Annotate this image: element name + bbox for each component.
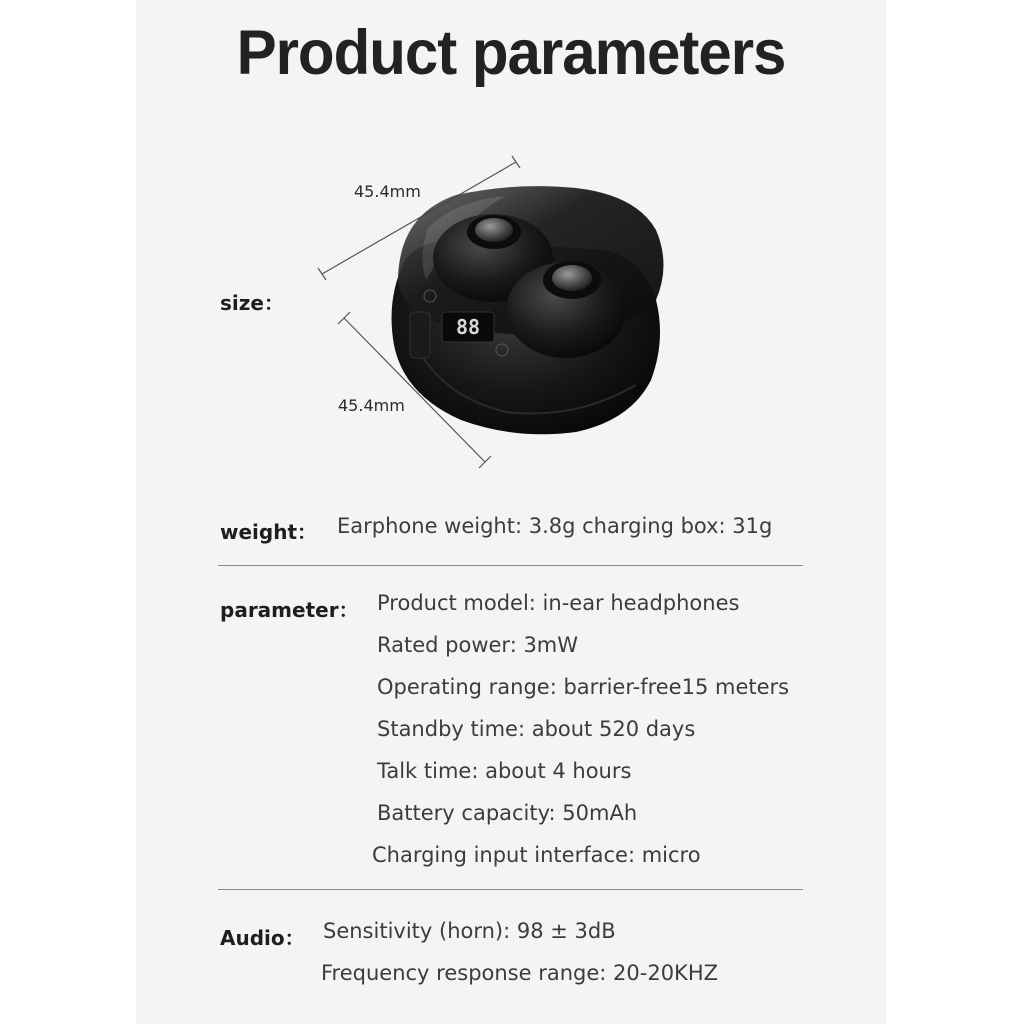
divider-top <box>218 565 803 566</box>
audio-line: Sensitivity (horn): 98 ± 3dB <box>323 919 616 943</box>
page-title: Product parameters <box>236 17 786 88</box>
case-button <box>410 312 430 358</box>
parameter-line: Rated power: 3mW <box>377 633 579 657</box>
parameter-label: parameter： <box>220 598 359 622</box>
product-parameters-page <box>136 0 886 1024</box>
parameter-line: Standby time: about 520 days <box>377 717 696 741</box>
led-battery-display <box>442 312 494 342</box>
size-label: size： <box>220 291 284 315</box>
audio-line: Frequency response range: 20-20KHZ <box>321 961 719 985</box>
parameter-line: Battery capacity: 50mAh <box>377 801 638 825</box>
weight-label: weight： <box>220 520 318 544</box>
led-digits: 88 <box>455 315 481 339</box>
parameter-line: Charging input interface: micro <box>372 843 701 867</box>
depth-dimension-label: 45.4mm <box>338 396 405 415</box>
parameter-line: Product model: in-ear headphones <box>377 591 740 615</box>
charging-case-illustration <box>136 0 886 480</box>
parameter-line: Operating range: barrier-free15 meters <box>377 675 790 699</box>
divider-bottom <box>218 889 803 890</box>
width-dimension-label: 45.4mm <box>354 182 421 201</box>
weight-value: Earphone weight: 3.8g charging box: 31g <box>337 514 773 538</box>
audio-label: Audio： <box>220 926 305 950</box>
parameter-line: Talk time: about 4 hours <box>377 759 632 783</box>
